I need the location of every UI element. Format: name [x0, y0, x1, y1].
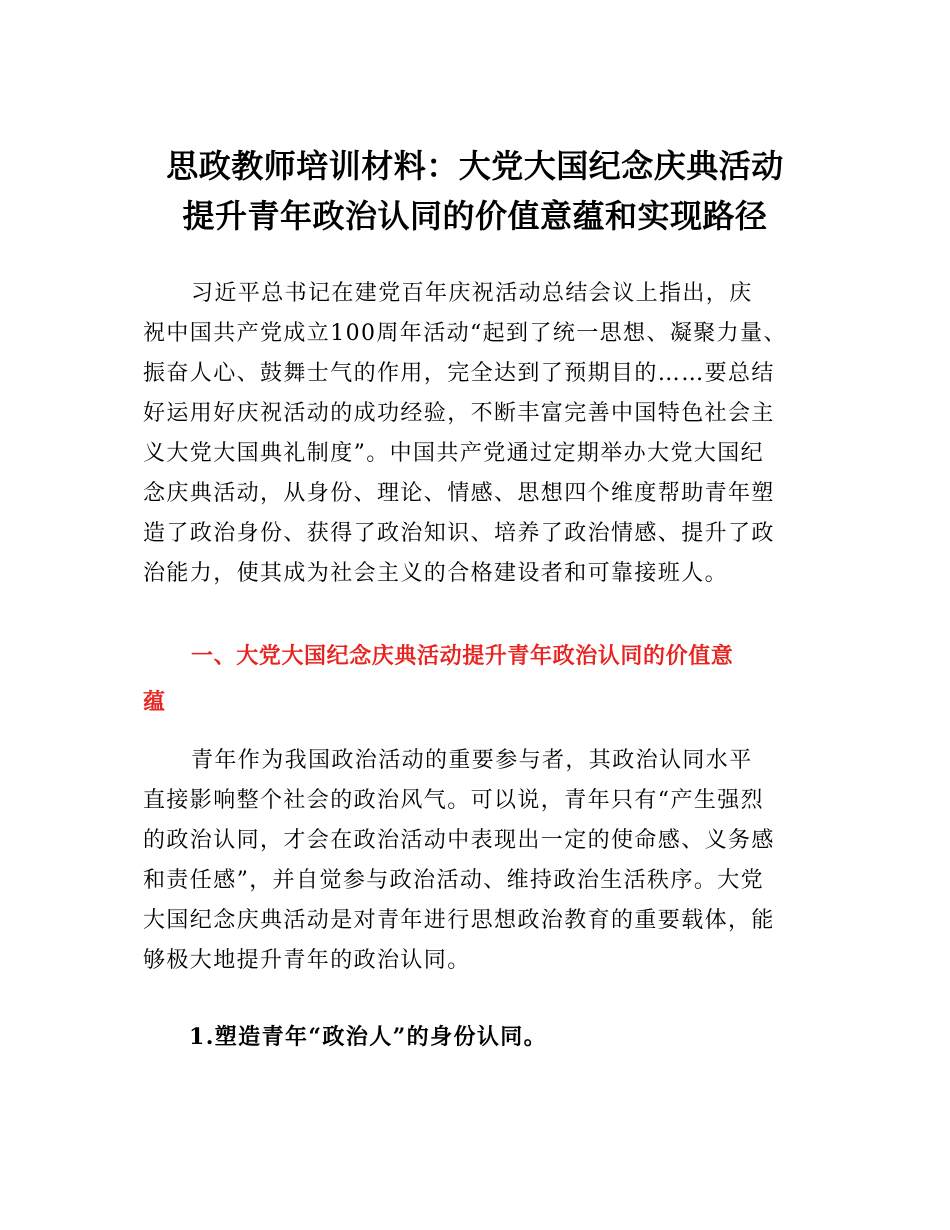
paragraph-line: 大国纪念庆典活动是对青年进行思想政治教育的重要载体，能 — [143, 908, 775, 933]
intro-paragraph — [143, 274, 823, 594]
paragraph-line: 好运用好庆祝活动的成功经验，不断丰富完善中国特色社会主 — [143, 401, 775, 426]
paragraph-line: 念庆典活动，从身份、理论、情感、思想四个维度帮助青年塑 — [143, 481, 775, 506]
paragraph-line: 振奋人心、鼓舞士气的作用，完全达到了预期目的……要总结 — [143, 361, 775, 386]
paragraph-line: 直接影响整个社会的政治风气。可以说，青年只有“产生强烈 — [143, 788, 765, 813]
paragraph-line: 的政治认同，才会在政治活动中表现出一定的使命感、义务感 — [143, 828, 775, 853]
section-heading — [143, 634, 823, 726]
section-heading-line: 一、大党大国纪念庆典活动提升青年政治认同的价值意 — [191, 644, 734, 669]
paragraph-line: 青年作为我国政治活动的重要参与者，其政治认同水平 — [191, 748, 753, 773]
paragraph-line: 治能力，使其成为社会主义的合格建设者和可靠接班人。 — [143, 561, 729, 586]
paragraph-line: 和责任感”，并自觉参与政治活动、维持政治生活秩序。大党 — [143, 868, 765, 893]
paragraph-line: 祝中国共产党成立100周年活动“起到了统一思想、凝聚力量、 — [143, 321, 787, 346]
paragraph-line: 习近平总书记在建党百年庆祝活动总结会议上指出，庆 — [191, 281, 753, 306]
document-title-line-1: 思政教师培训材料：大党大国纪念庆典活动 — [166, 147, 784, 185]
paragraph-line: 义大党大国典礼制度”。中国共产党通过定期举办大党大国纪 — [143, 441, 765, 466]
section-heading-line: 蕴 — [143, 690, 166, 715]
paragraph-line: 造了政治身份、获得了政治知识、培养了政治情感、提升了政 — [143, 521, 775, 546]
section-paragraph — [143, 741, 823, 981]
paragraph-line: 够极大地提升青年的政治认同。 — [143, 948, 471, 973]
subsection-heading: 1.塑造青年“政治人”的身份认同。 — [189, 1024, 548, 1050]
document-title-line-2: 提升青年政治认同的价值意蕴和实现路径 — [182, 197, 768, 235]
